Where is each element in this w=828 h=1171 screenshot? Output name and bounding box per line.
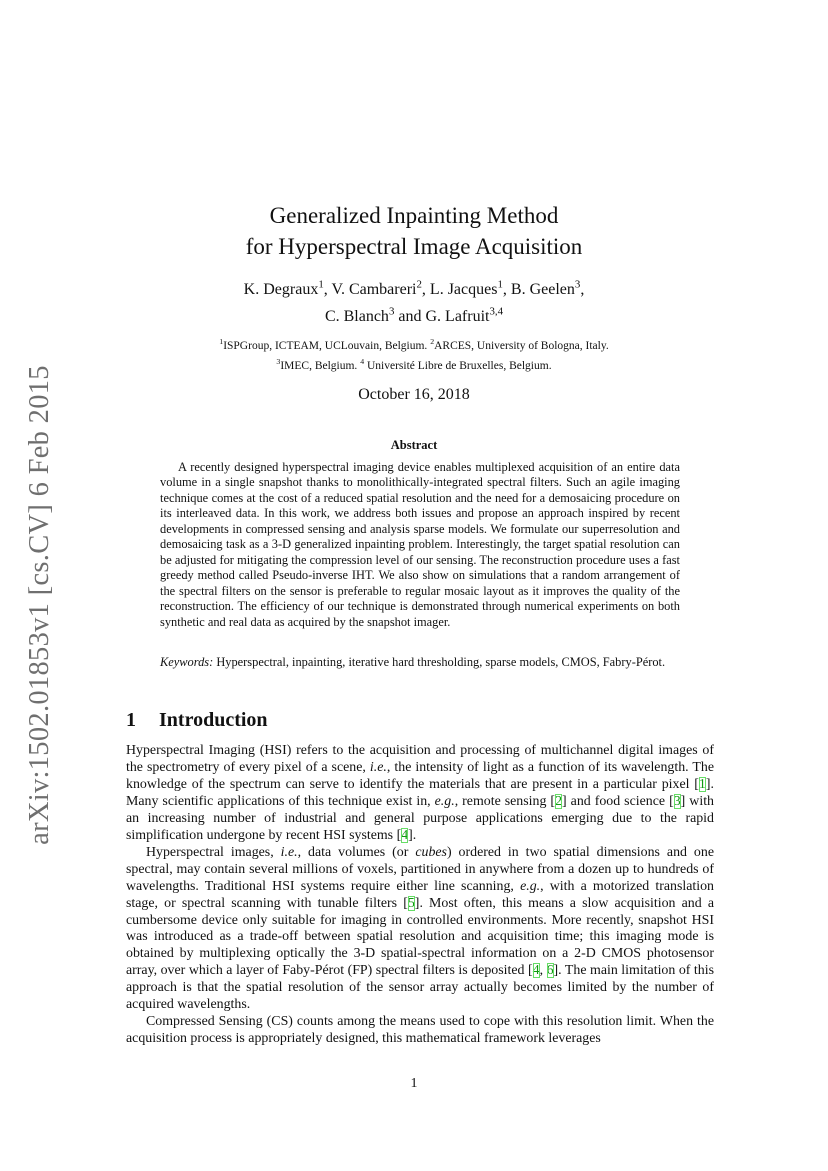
affiliation-mark: 3: [276, 357, 281, 367]
citation-link[interactable]: 5: [407, 895, 415, 911]
affiliation-line-1: [0, 336, 828, 356]
author-separator: ,: [323, 281, 332, 298]
author-separator: ,: [580, 281, 585, 298]
affiliations: [0, 336, 828, 376]
section-title: Introduction: [159, 709, 268, 731]
author-name: C. Blanch: [324, 308, 389, 325]
author-name: G. Lafruit: [425, 308, 490, 325]
text-run-italic: e.g.: [520, 878, 541, 894]
text-run: , with a motorized translation stage, or spectral scanning with tunable filters: [126, 878, 714, 911]
author-line-1: [0, 276, 828, 303]
text-run: ,: [539, 963, 547, 979]
author-affiliation-mark: 2: [416, 278, 422, 291]
author-affiliation-mark: 1: [318, 278, 324, 291]
text-run: . Many scientific applications of this technique exist in,: [126, 776, 714, 809]
citation-link[interactable]: 3: [673, 793, 681, 809]
title-line-1: Generalized Inpainting Method: [269, 203, 559, 228]
author-affiliation-mark: 3: [388, 305, 395, 318]
text-run: . Most often, this means a slow acquisition and a cumbersome device only suitable for imaging in controlled environments. More recently, snapshot HSI was introduced as a trade-off between spatial resolution and acquisition time; this imaging mode is obtained by multiplexing optically the 3-D spatial-spectral information on a 2-D CMOS photosensor array, over which a layer of Faby-Pérot (FP) spectral filters is deposited: [126, 895, 714, 979]
text-run: ) ordered in two spatial dimensions and one spectral, may contain several millions of voxels, partitioned in anywhere from a dozen up to hundreds of wavelengths. Traditional HSI systems require either line scanning,: [126, 844, 714, 894]
affiliation-line-2: [0, 356, 828, 376]
author-separator: ,: [502, 281, 511, 298]
author-affiliation-mark: 3: [574, 278, 581, 291]
author-name: V. Cambareri: [331, 281, 417, 298]
text-run: .: [412, 827, 417, 843]
introduction-body: [126, 743, 714, 1048]
publication-date: October 16, 2018: [358, 386, 470, 403]
keywords: [160, 655, 680, 671]
paragraph: Hyperspectral Imaging (HSI) refers to the acquisition and processing of multichannel digital images of the spectrometry of every pixel of a scene, i.e., the intensity of light as a function of its wavelength. The knowledge of the spectrum can serve to identify the materials that are present in a particular pixel [1]. Many scientific applications of this technique exist in, e.g., remote sensing [2] and food science [3] with an increasing number of industrial and general purpose applications emerging due to the rapid simplification undergone by recent HSI systems [4].: [126, 743, 715, 843]
paragraph: Compressed Sensing (CS) counts among the means used to cope with this resolution limit. When the acquisition process is appropriately designed, this mathematical framework leverages: [126, 1014, 714, 1047]
text-run-italic: i.e.: [280, 844, 298, 860]
affiliation-text: Université Libre de Bruxelles, Belgium.: [364, 360, 552, 372]
affiliation-mark: 2: [430, 337, 435, 347]
text-run: Hyperspectral images,: [146, 844, 281, 860]
citation-link[interactable]: 2: [555, 793, 563, 809]
author-list: [0, 276, 828, 330]
citation-link[interactable]: 1: [698, 776, 706, 792]
page-number: 1: [410, 1076, 418, 1091]
abstract-text: A recently designed hyperspectral imaging device enables multiplexed acquisition of an entire data volume in a single snapshot thanks to monolithically-integrated spectral filters. Such an agile imaging technique comes at the cost of a reduced spatial resolution and the need for a demosaicing procedure on its interleaved data. In this work, we address both issues and propose an approach inspired by recent developments in compressed sensing and analysis sparse models. We formulate our superresolution and demosaicing task as a 3-D generalized inpainting problem. Interestingly, the target spatial resolution can be adjusted for mitigating the compression level of our sensing. The reconstruction procedure uses a fast greedy method called Pseudo-inverse IHT. We also show on simulations that a random arrangement of the spectral filters on the sensor is preferable to regular mosaic layout as it improves the quality of the reconstruction. The efficiency of our technique is demonstrated through numerical experiments on both synthetic and real data as acquired by the snapshot imager.: [160, 460, 680, 629]
citation-link[interactable]: 4: [532, 963, 540, 979]
section-number: 1: [126, 709, 136, 731]
paragraph: Hyperspectral images, i.e., data volumes (or cubes) ordered in two spatial dimensions and one spectral, may contain several millions of voxels, partitioned in anywhere from a dozen up to hundreds of wavelengths. Traditional HSI systems require either line scanning, e.g., with a motorized translation stage, or spectral scanning with tunable filters [5]. Most often, this means a slow acquisition and a cumbersome device only suitable for imaging in controlled environments. More recently, snapshot HSI was introduced as a trade-off between spatial resolution and acquisition time; this imaging mode is obtained by multiplexing optically the 3-D spatial-spectral information on a 2-D CMOS photosensor array, over which a layer of Faby-Pérot (FP) spectral filters is deposited [4, 6]. The main limitation of this approach is that the spatial resolution of the sensor array actually becomes limited by the number of acquired wavelengths.: [126, 844, 714, 1013]
text-run-italic: e.g.: [434, 793, 455, 809]
text-run-italic: cubes: [415, 844, 447, 860]
author-separator: ,: [421, 281, 430, 298]
keywords-list: Hyperspectral, inpainting, iterative hard thresholding, sparse models, CMOS, Fabry-Pérot.: [216, 655, 666, 669]
affiliation-text: ARCES, University of Bologna, Italy.: [434, 340, 609, 352]
author-separator: and: [394, 308, 426, 325]
text-run: . The main limitation of this approach is that the spatial resolution of the sensor array actually becomes limited by the number of acquired wavelengths.: [126, 963, 714, 1013]
affiliation-mark: 4: [360, 357, 365, 367]
citation-link[interactable]: 6: [546, 963, 554, 979]
text-run: Hyperspectral Imaging (HSI) refers to the acquisition and processing of multichannel digital images of the spectrometry of every pixel of a scene,: [126, 743, 714, 775]
text-run: with an increasing number of industrial and general purpose applications emerging due to the rapid simplification undergone by recent HSI systems: [126, 793, 714, 843]
affiliation-mark: 1: [219, 337, 224, 347]
author-line-2: [0, 303, 828, 330]
text-run: , data volumes (or: [297, 844, 416, 860]
author-name: L. Jacques: [429, 281, 498, 298]
affiliation-text: ISPGroup, ICTEAM, UCLouvain, Belgium.: [223, 340, 431, 352]
author-affiliation-mark: 1: [497, 278, 503, 291]
text-run-italic: i.e.: [369, 759, 387, 775]
keywords-label: Keywords:: [160, 655, 214, 669]
abstract-heading: Abstract: [390, 438, 438, 452]
affiliation-text: IMEC, Belgium.: [280, 360, 361, 372]
section-heading-introduction: [126, 709, 268, 732]
text-run: , the intensity of light as a function of its wavelength. The knowledge of the spectrum can serve to identify the materials that are present in a particular pixel: [126, 759, 715, 792]
paper-title: [0, 200, 828, 262]
citation-link[interactable]: 4: [401, 827, 409, 843]
author-name: K. Degraux: [243, 281, 319, 298]
text-run: , remote sensing: [454, 793, 551, 809]
author-name: B. Geelen: [510, 281, 575, 298]
author-affiliation-mark: 3,4: [489, 305, 504, 318]
title-line-2: for Hyperspectral Image Acquisition: [245, 234, 583, 259]
text-run: and food science: [566, 793, 670, 809]
arxiv-id-text: arXiv:1502.01853v1 [cs.CV] 6 Feb 2015: [24, 365, 55, 845]
